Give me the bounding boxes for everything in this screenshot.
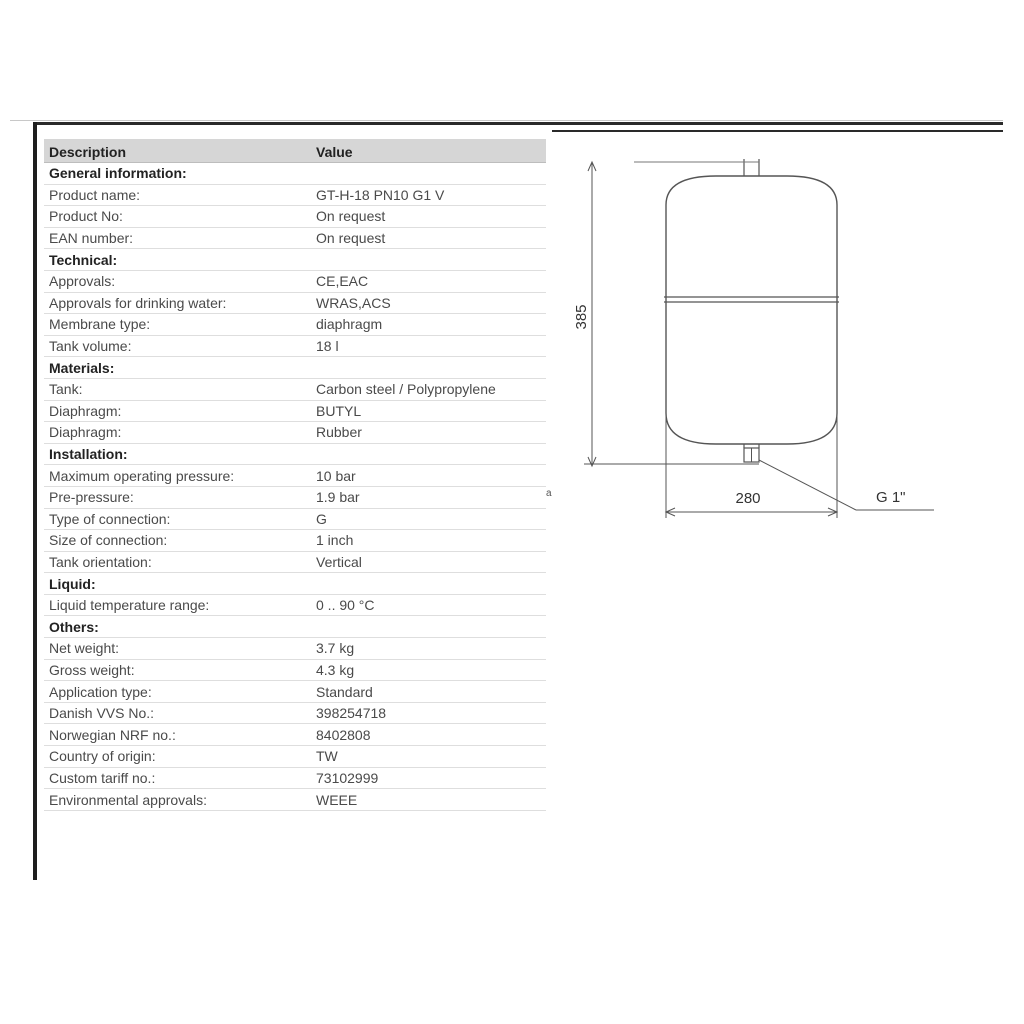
- stray-mark: a: [546, 488, 552, 499]
- table-row: [44, 465, 546, 487]
- table-row: [44, 768, 546, 790]
- row-value: 4.3 kg: [316, 661, 355, 678]
- row-value: On request: [316, 230, 386, 247]
- row-value: 18 l: [316, 338, 339, 355]
- row-label: Net weight:: [49, 640, 120, 657]
- row-label: Custom tariff no.:: [49, 769, 156, 786]
- table-row: [44, 789, 546, 811]
- section-row: [44, 573, 546, 595]
- spec-table-body: [44, 163, 546, 811]
- row-label: Tank volume:: [49, 338, 132, 355]
- row-value: WEEE: [316, 791, 358, 808]
- row-value: 1 inch: [316, 532, 354, 549]
- section-label: Liquid:: [49, 575, 96, 592]
- section-label: Installation:: [49, 446, 128, 463]
- row-value: 73102999: [316, 769, 379, 786]
- row-label: Tank orientation:: [49, 553, 152, 570]
- section-label: Others:: [49, 618, 99, 635]
- table-row: [44, 314, 546, 336]
- section-label: General information:: [49, 165, 187, 182]
- table-row: [44, 206, 546, 228]
- header-value: Value: [316, 144, 353, 160]
- table-row: [44, 595, 546, 617]
- row-value: 0 .. 90 °C: [316, 597, 375, 614]
- table-row: [44, 271, 546, 293]
- row-label: Approvals for drinking water:: [49, 294, 227, 311]
- row-label: Country of origin:: [49, 748, 156, 765]
- row-value: BUTYL: [316, 402, 362, 419]
- row-value: 10 bar: [316, 467, 356, 484]
- row-label: Approvals:: [49, 273, 116, 290]
- table-row: [44, 638, 546, 660]
- row-value: 3.7 kg: [316, 640, 355, 657]
- table-row: [44, 509, 546, 531]
- row-label: Diaphragm:: [49, 402, 122, 419]
- row-label: Application type:: [49, 683, 152, 700]
- row-label: Danish VVS No.:: [49, 705, 155, 722]
- table-row: [44, 724, 546, 746]
- height-label: 385: [573, 304, 590, 330]
- table-row: [44, 228, 546, 250]
- row-label: Pre-pressure:: [49, 489, 134, 506]
- section-row: [44, 444, 546, 466]
- row-value: Rubber: [316, 424, 362, 441]
- table-row: [44, 746, 546, 768]
- row-label: Type of connection:: [49, 510, 171, 527]
- connection-label: G 1": [876, 489, 906, 506]
- row-value: diaphragm: [316, 316, 383, 333]
- row-label: Product No:: [49, 208, 123, 225]
- table-row: [44, 422, 546, 444]
- row-label: Liquid temperature range:: [49, 597, 210, 614]
- tank-drawing: [556, 145, 956, 525]
- row-value: 1.9 bar: [316, 489, 360, 506]
- table-row: [44, 703, 546, 725]
- section-row: [44, 249, 546, 271]
- row-label: Maximum operating pressure:: [49, 467, 235, 484]
- row-value: G: [316, 510, 327, 527]
- table-row: [44, 681, 546, 703]
- row-label: Diaphragm:: [49, 424, 122, 441]
- row-label: Norwegian NRF no.:: [49, 726, 176, 743]
- table-row: [44, 293, 546, 315]
- section-label: Technical:: [49, 251, 118, 268]
- row-label: Environmental approvals:: [49, 791, 207, 808]
- width-label: 280: [735, 490, 761, 507]
- row-label: Tank:: [49, 381, 83, 398]
- table-row: [44, 660, 546, 682]
- section-row: [44, 163, 546, 185]
- header-description: Description: [49, 144, 127, 160]
- row-value: On request: [316, 208, 386, 225]
- table-row: [44, 552, 546, 574]
- row-value: 398254718: [316, 705, 387, 722]
- table-row: [44, 487, 546, 509]
- row-value: Vertical: [316, 553, 362, 570]
- spec-table: [44, 139, 546, 811]
- spec-table-header: [44, 139, 546, 163]
- row-value: 8402808: [316, 726, 371, 743]
- row-value: Standard: [316, 683, 373, 700]
- row-value: WRAS,ACS: [316, 294, 391, 311]
- top-rule: [36, 122, 1003, 125]
- row-value: GT-H-18 PN10 G1 V: [316, 186, 445, 203]
- row-value: CE,EAC: [316, 273, 369, 290]
- row-value: TW: [316, 748, 338, 765]
- top-rule-thin: [10, 120, 1003, 121]
- table-row: [44, 379, 546, 401]
- row-label: EAN number:: [49, 230, 134, 247]
- row-label: Membrane type:: [49, 316, 151, 333]
- left-margin-bar: [33, 122, 37, 880]
- drawing-top-rule: [552, 130, 1003, 132]
- table-row: [44, 530, 546, 552]
- row-label: Gross weight:: [49, 661, 135, 678]
- tank-body: [666, 176, 837, 444]
- row-label: Product name:: [49, 186, 141, 203]
- connection-leader: [759, 460, 856, 510]
- row-label: Size of connection:: [49, 532, 168, 549]
- table-row: [44, 185, 546, 207]
- section-row: [44, 357, 546, 379]
- section-label: Materials:: [49, 359, 115, 376]
- row-value: Carbon steel / Polypropylene: [316, 381, 496, 398]
- table-row: [44, 401, 546, 423]
- section-row: [44, 616, 546, 638]
- table-row: [44, 336, 546, 358]
